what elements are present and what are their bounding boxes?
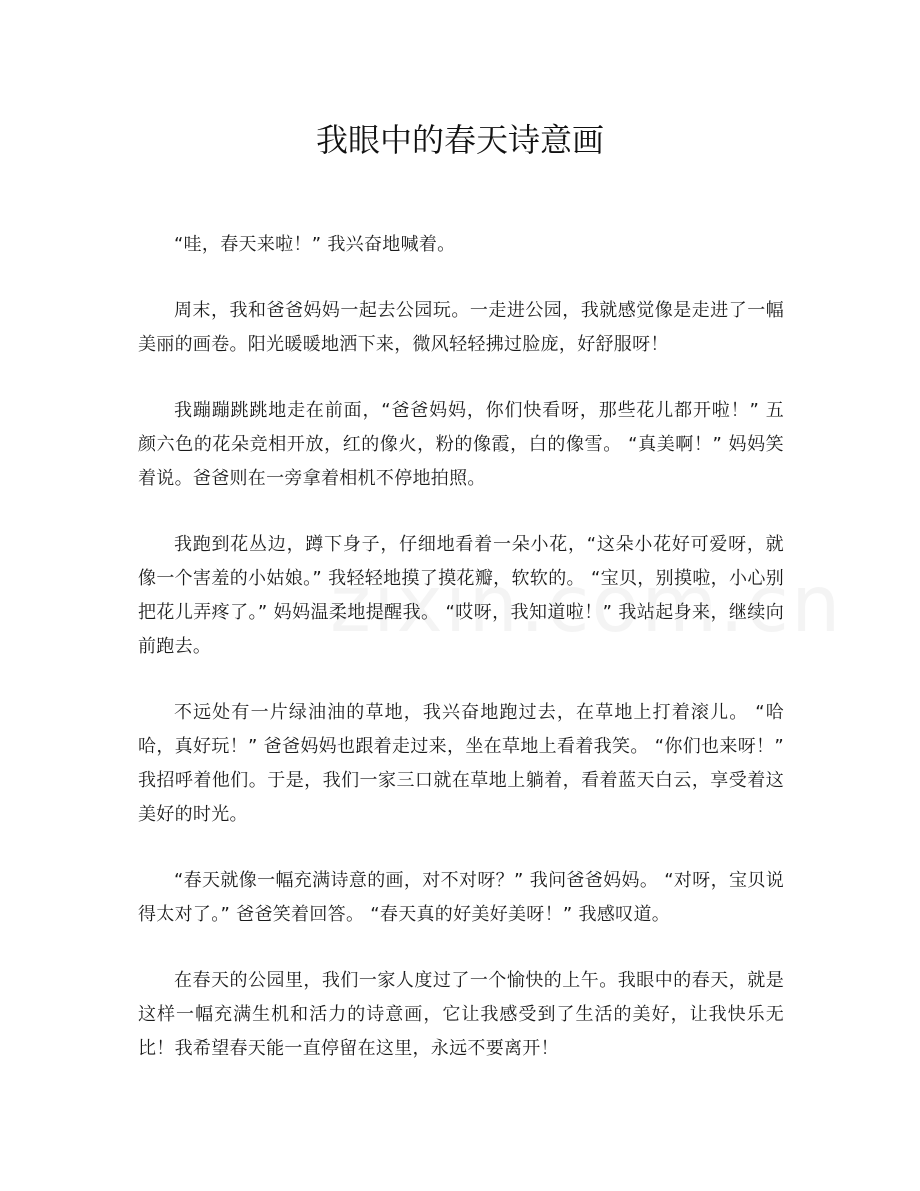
document-body: [138, 228, 784, 1098]
document-title: 我眼中的春天诗意画: [315, 121, 604, 159]
paragraph: “春天就像一幅充满诗意的画，对不对呀？” 我问爸爸妈妈。 “对呀，宝贝说得太对了。” 爸爸笑着回答。 “春天真的好美好美呀！” 我感叹道。: [138, 870, 784, 925]
paragraph: 周末，我和爸爸妈妈一起去公园玩。一走进公园，我就感觉像是走进了一幅美丽的画卷。阳光暖暖地洒下来，微风轻轻拂过脸庞，好舒服呀！: [138, 300, 784, 355]
paragraph: 在春天的公园里，我们一家人度过了一个愉快的上午。我眼中的春天，就是这样一幅充满生机和活力的诗意画，它让我感受到了生活的美好，让我快乐无比！我希望春天能一直停留在这里，永远不要离开！: [138, 970, 784, 1059]
paragraph: 我跑到花丛边，蹲下身子，仔细地看着一朵小花，“这朵小花好可爱呀，就像一个害羞的小姑娘。” 我轻轻地摸了摸花瓣，软软的。 “宝贝，别摸啦，小心别把花儿弄疼了。” 妈妈温柔地提醒我。 “哎呀，我知道啦！” 我站起身来，继续向前跑去。: [138, 534, 784, 657]
paragraph: “哇，春天来啦！” 我兴奋地喊着。: [174, 234, 456, 255]
paragraph: 我蹦蹦跳跳地走在前面，“爸爸妈妈，你们快看呀，那些花儿都开啦！” 五颜六色的花朵竞相开放，红的像火，粉的像霞，白的像雪。 “真美啊！” 妈妈笑着说。爸爸则在一旁拿着相机不停地拍照。: [138, 400, 784, 489]
paragraph: 不远处有一片绿油油的草地，我兴奋地跑过去，在草地上打着滚儿。 “哈哈，真好玩！” 爸爸妈妈也跟着走过来，坐在草地上看着我笑。 “你们也来呀！” 我招呼着他们。于是，我们一家三口就在草地上躺着，看着蓝天白云，享受着这美好的时光。: [138, 702, 784, 825]
